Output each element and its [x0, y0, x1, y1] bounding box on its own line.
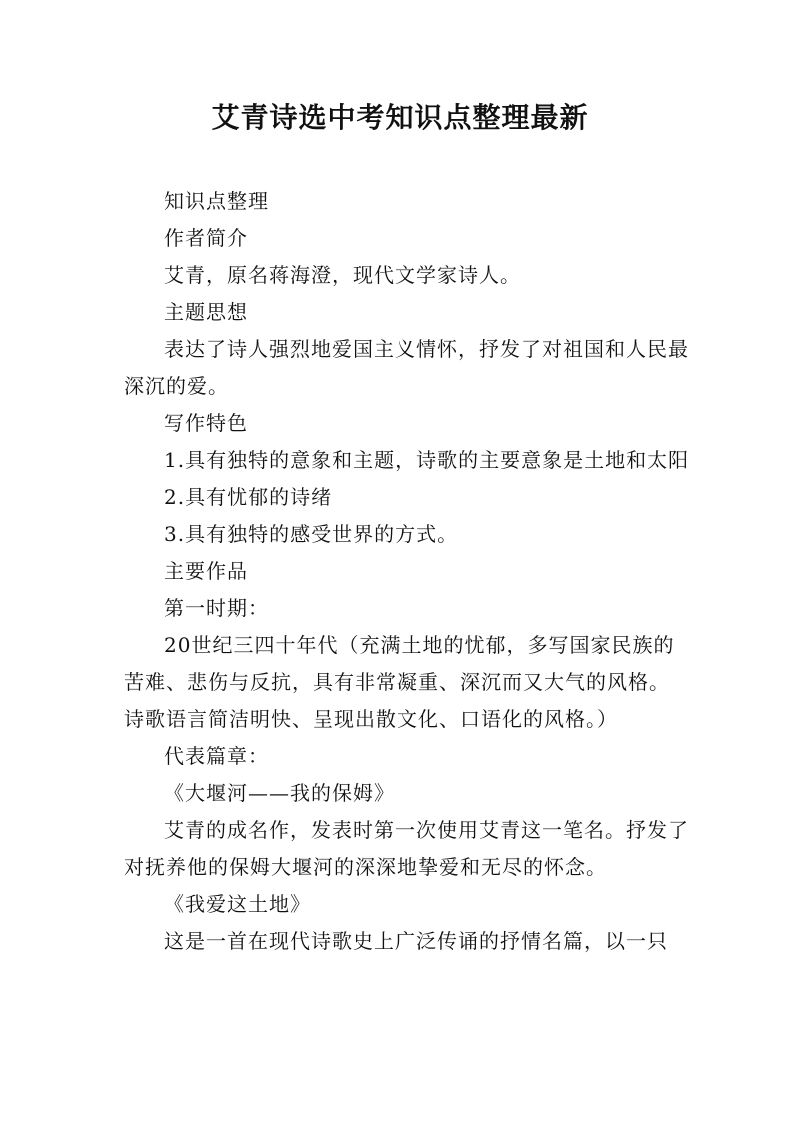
heading-first-period: 第一时期：	[164, 596, 269, 620]
feature-item-3: 3.具有独特的感受世界的方式。	[164, 522, 459, 546]
paragraph-i-love-this-land: 这是一首在现代诗歌史上广泛传诵的抒情名篇，以一只	[164, 929, 668, 953]
work-title-dayanhe: 《大堰河——我的保姆》	[164, 781, 395, 805]
heading-author-intro: 作者简介	[164, 226, 248, 250]
document-title: 艾青诗选中考知识点整理最新	[211, 101, 589, 134]
feature-item-2: 2.具有忧郁的诗绪	[164, 485, 333, 509]
heading-representative-works: 代表篇章：	[164, 744, 269, 768]
paragraph-first-period: 20世纪三四十年代（充满土地的忧郁，多写国家民族的苦难、悲伤与反抗，具有非常凝重、深沉而又大气的风格。诗歌语言简洁明快、呈现出散文化、口语化的风格。）	[124, 633, 675, 731]
work-title-i-love-this-land: 《我爱这土地》	[164, 892, 311, 916]
document-body	[124, 183, 690, 960]
heading-writing-features: 写作特色	[164, 411, 248, 435]
heading-theme: 主题思想	[164, 300, 248, 324]
paragraph-theme: 表达了诗人强烈地爱国主义情怀，抒发了对祖国和人民最深沉的爱。	[124, 337, 689, 398]
heading-knowledge-summary: 知识点整理	[164, 189, 269, 213]
paragraph-dayanhe: 艾青的成名作，发表时第一次使用艾青这一笔名。抒发了对抚养他的保姆大堰河的深深地挚爱和无尽的怀念。	[124, 818, 689, 879]
feature-item-1: 1.具有独特的意象和主题，诗歌的主要意象是土地和太阳	[164, 448, 690, 472]
heading-major-works: 主要作品	[164, 559, 248, 583]
paragraph-author: 艾青，原名蒋海澄，现代文学家诗人。	[164, 263, 521, 287]
